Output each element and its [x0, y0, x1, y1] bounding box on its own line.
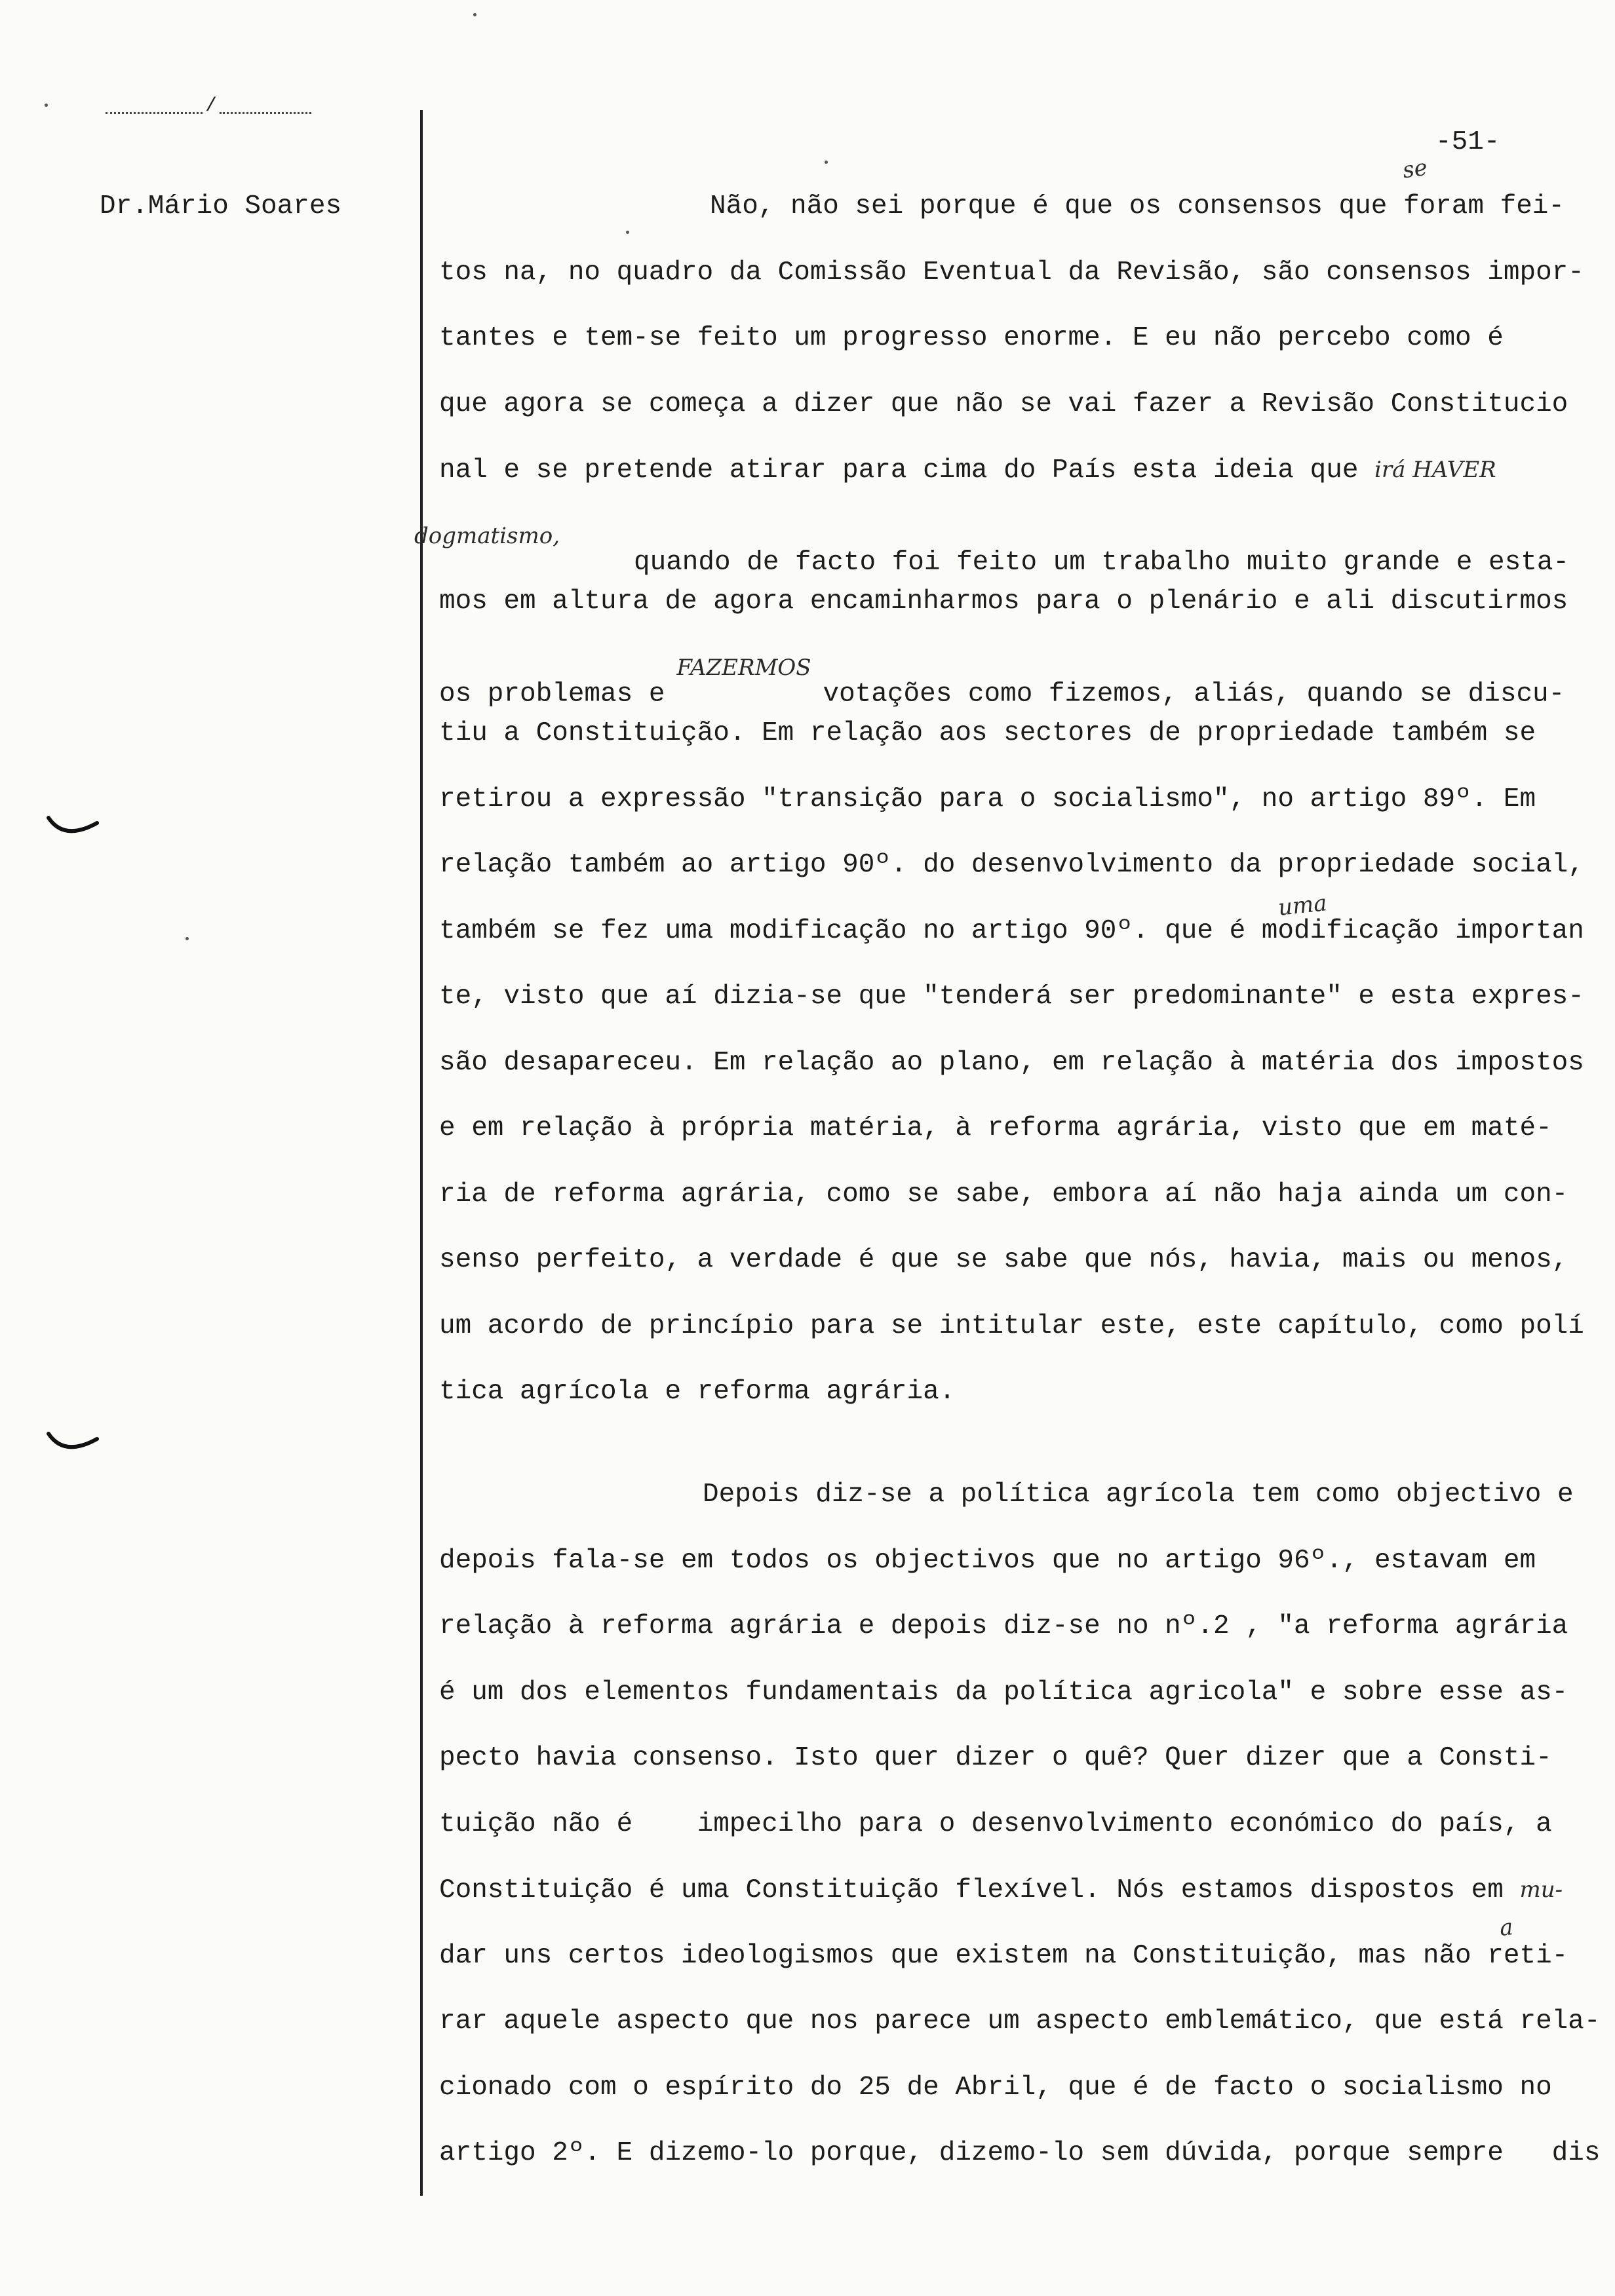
text-line [439, 1594, 1612, 1660]
typed-text: ria de reforma agrária, como se sabe, embora aí não haja ainda um con- [439, 1179, 1568, 1210]
handwritten-insertion: FAZERMOS [676, 654, 811, 681]
text-line [439, 1791, 1612, 1858]
typed-text: é um dos elementos fundamentais da política agricola" e sobre esse as- [439, 1677, 1568, 1708]
text-line [439, 1725, 1612, 1791]
speck [473, 13, 477, 16]
margin-rule [420, 110, 423, 2196]
speck [45, 104, 48, 107]
typed-text: tantes e tem-se feito um progresso enorme. E eu não percebo como é [439, 323, 1504, 353]
typed-text: e em relação à própria matéria, à reforma agrária, visto que em maté- [439, 1113, 1552, 1143]
typed-text: Constituição é uma Constituição flexível. Nós estamos dispostos em [439, 1875, 1520, 1905]
typed-text: também se fez uma modificação no artigo 90º. que é modificação importan [439, 915, 1584, 946]
typed-text: são desapareceu. Em relação ao plano, em relação à matéria dos impostos [439, 1047, 1584, 1078]
text-line [439, 1528, 1612, 1594]
speck [185, 937, 189, 940]
handwritten-insertion-above: se [1401, 154, 1430, 184]
typed-text: Não, não sei porque é que os consensos que foram fei- [710, 191, 1565, 221]
page-number: -51- [1435, 127, 1500, 157]
text-line [439, 1462, 1612, 1528]
text-line [439, 964, 1612, 1030]
text-line [439, 569, 1612, 635]
typed-text: tiu a Constituição. Em relação aos sectores de propriedade também se [439, 718, 1536, 748]
handwritten-insertion: irá HAVER [1374, 457, 1496, 483]
typed-text: pecto havia consenso. Isto quer dizer o quê? Quer dizer que a Consti- [439, 1743, 1552, 1773]
typed-text: senso perfeito, a verdade é que se sabe que nós, havia, mais ou menos, [439, 1245, 1568, 1275]
text-line [439, 1989, 1612, 2055]
text-line [439, 700, 1612, 767]
typed-text: quando de facto foi feito um trabalho muito grande e esta- [634, 547, 1570, 577]
text-line [439, 1359, 1612, 1425]
typed-text: que agora se começa a dizer que não se vai fazer a Revisão Constitucio [439, 389, 1568, 419]
text-line [439, 898, 1612, 965]
text-line [439, 832, 1612, 898]
text-line [439, 1227, 1612, 1293]
text-line [439, 767, 1612, 833]
text-line [439, 2120, 1612, 2187]
typed-text: depois fala-se em todos os objectivos que no artigo 96º., estavam em [439, 1545, 1536, 1576]
text-line [439, 1660, 1612, 1726]
typed-text: te, visto que aí dizia-se que "tenderá ser predominante" e esta expres- [439, 982, 1584, 1012]
dotted-line-right [220, 112, 311, 114]
handwritten-insertion-above: uma [1277, 890, 1329, 921]
dotted-line-left [106, 112, 203, 114]
punch-mark [45, 1428, 101, 1459]
paragraph-1 [414, 174, 1612, 1425]
text-line [439, 305, 1612, 372]
text-line [439, 174, 1612, 240]
typed-text: relação à reforma agrária e depois diz-se no nº.2 , "a reforma agrária [439, 1611, 1568, 1641]
typed-text: Depois diz-se a política agrícola tem como objectivo e [703, 1480, 1574, 1510]
text-line [439, 1162, 1612, 1228]
text-line [439, 2055, 1612, 2121]
text-line [439, 1857, 1612, 1923]
form-field-line [106, 92, 311, 118]
handwritten-insertion: dogmatismo, [414, 522, 560, 549]
typed-text: mos em altura de agora encaminharmos para o plenário e ali discutirmos [439, 586, 1568, 617]
typed-text: tica agrícola e reforma agrária. [439, 1377, 956, 1407]
typed-text: tuição não é impecilho para o desenvolvimento económico do país, a [439, 1808, 1552, 1839]
typed-text: dar uns certos ideologismos que existem na Constituição, mas não reti- [439, 1940, 1568, 1971]
handwritten-insertion-above: a [1498, 1914, 1515, 1942]
text-line [414, 503, 1612, 577]
text-line [439, 1923, 1612, 1989]
typed-text: retirou a expressão "transição para o socialismo", no artigo 89º. Em [439, 784, 1536, 814]
typed-text: nal e se pretende atirar para cima do País esta ideia que [439, 455, 1375, 486]
text-line [439, 372, 1612, 438]
handwritten-insertion: mu- [1519, 1877, 1563, 1903]
typed-text: artigo 2º. E dizemo-lo porque, dizemo-lo sem dúvida, porque sempre dis [439, 2138, 1601, 2168]
speck [825, 161, 828, 164]
form-field-separator: / [205, 95, 218, 117]
typed-text: rar aquele aspecto que nos parece um aspecto emblemático, que está rela- [439, 2006, 1601, 2037]
text-line [439, 437, 1612, 503]
text-line [439, 635, 1612, 709]
typed-text: os problemas e [439, 679, 665, 709]
text-line [439, 240, 1612, 306]
paragraph-2 [439, 1462, 1612, 2187]
punch-mark [45, 813, 101, 843]
typed-text: relação também ao artigo 90º. do desenvolvimento da propriedade social, [439, 850, 1584, 880]
speaker-name: Dr.Mário Soares [100, 191, 342, 221]
text-line [439, 1030, 1612, 1096]
typed-text: votações como fizemos, aliás, quando se discu- [823, 679, 1565, 709]
text-line [439, 1096, 1612, 1162]
text-line [439, 1293, 1612, 1360]
typed-text: cionado com o espírito do 25 de Abril, que é de facto o socialismo no [439, 2072, 1552, 2103]
typed-text: tos na, no quadro da Comissão Eventual da Revisão, são consensos impor- [439, 257, 1584, 288]
typed-text: um acordo de princípio para se intitular este, este capítulo, como polí [439, 1311, 1584, 1341]
